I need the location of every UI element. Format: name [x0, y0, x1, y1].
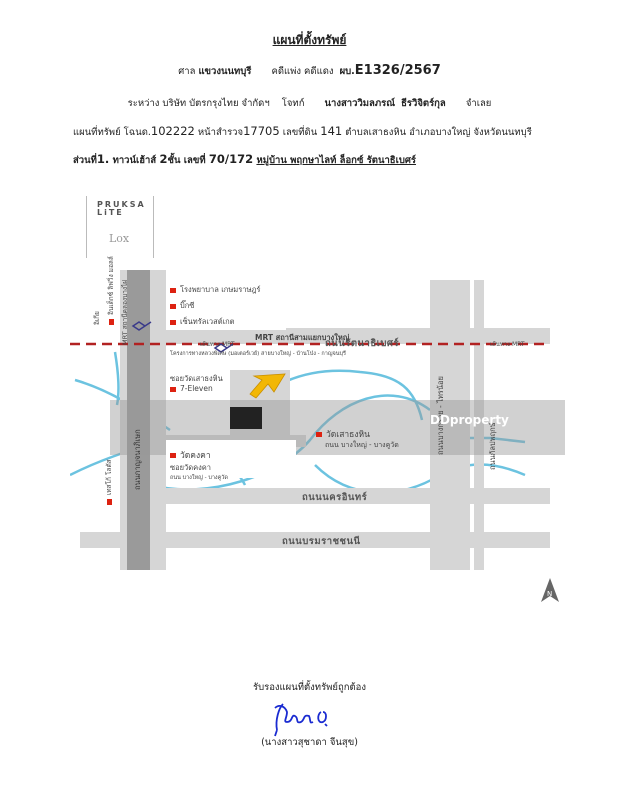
- house-number: 70/172: [208, 152, 254, 166]
- signer-name: (นางสาวสุชาดา จีนสุข): [261, 737, 358, 748]
- court-line: [0, 63, 619, 79]
- watermark: DDproperty: [430, 413, 509, 427]
- page-title: แผนที่ตั้งทรัพย์: [272, 33, 347, 47]
- label-lotus: เทสโก้ โลตัส: [104, 459, 114, 505]
- deed-number: 102222: [150, 124, 195, 138]
- label-wat-khongkha: วัดคงคา: [170, 448, 211, 462]
- label-mrt-route-1: เส้นทาง MRT: [200, 341, 235, 348]
- part-number: 1.: [96, 152, 110, 166]
- defendant-label: จำเลย: [465, 98, 492, 109]
- svg-text:N: N: [547, 590, 553, 598]
- property-line: [73, 124, 532, 140]
- label-borommaratchachonnani: ถนนบรมราชชนนี: [282, 536, 361, 547]
- label-bangyai-bangkruai-small: ถนน บางใหญ่ - บางคูวัด: [170, 475, 228, 481]
- location-map: [70, 256, 590, 570]
- land-prefix: เลขที่ดิน: [282, 127, 318, 138]
- label-bangyai-bangkruai-road: ถนน บางใหญ่ - บางคูวัด: [325, 441, 399, 449]
- label-index-mall: อินเด็กซ์ ลิฟวิ่ง มอลล์: [106, 256, 116, 325]
- map-graphic: [70, 270, 590, 570]
- project-logo: [86, 196, 154, 258]
- project-name: หมู่บ้าน พฤกษาไลท์ ล็อกซ์ รัตนาธิเบศร์: [256, 155, 417, 166]
- label-seven-eleven: 7-Eleven: [170, 384, 213, 393]
- label-bangkruai-sainoi: ถนนบางกรวย - ไทรน้อย: [436, 376, 445, 455]
- logo-brand: PRUKSA LiTE: [97, 200, 146, 217]
- case-type: คดีแพ่ง คดีแดง: [271, 66, 334, 77]
- deed-prefix: แผนที่ทรัพย์ โฉนด.: [73, 127, 151, 138]
- part-label: ส่วนที่: [73, 155, 97, 166]
- parties-between: ระหว่าง บริษัท บัตรกรุงไทย จำกัดฯ: [127, 98, 270, 109]
- label-nakhon-in: ถนนนครอินทร์: [302, 492, 368, 503]
- court-name: แขวงนนทบุรี: [198, 66, 252, 77]
- label-mrt-route-2: เส้นทาง MRT: [490, 341, 525, 348]
- project-marker: [230, 407, 262, 429]
- case-prefix: ผบ.: [339, 66, 355, 77]
- north-arrow-icon: [540, 577, 560, 603]
- parties-line: [0, 96, 619, 111]
- label-soi-wat-saothonghin: ซอยวัดเสาธงหิน: [170, 374, 223, 383]
- label-kanchanaphisek: ถนนกาญจนาภิเษก: [133, 429, 142, 490]
- land-number: 141: [320, 124, 343, 138]
- floors: 2: [159, 152, 168, 166]
- label-soi-wat-khongkha: ซอยวัดคงคา: [170, 463, 211, 472]
- label-rattanathibet: ถนนรัตนาธิเบศร์: [325, 338, 400, 349]
- court-prefix: ศาล: [178, 66, 196, 77]
- label-kalapaphruek: ถนนกัลปพฤกษ์: [488, 422, 497, 470]
- survey-number: 17705: [243, 124, 280, 138]
- survey-prefix: หน้าสำรวจ: [197, 127, 244, 138]
- label-mrt-station-vertical: MRT สถานีคลองบางไผ่: [121, 279, 129, 345]
- label-ikea: อิเกีย: [93, 311, 101, 325]
- part-line: [73, 152, 416, 168]
- floors-suffix: ชั้น เลขที่: [167, 155, 206, 166]
- case-number: E1326/2567: [354, 63, 441, 78]
- label-central: เซ็นทรัลเวสต์เกต: [170, 316, 235, 328]
- label-bigc: บิ๊กซี: [170, 300, 194, 312]
- label-hospital: โรงพยาบาล เกษมราษฎร์: [170, 284, 260, 296]
- label-wat-saothonghin: วัดเสาธงหิน: [316, 427, 370, 441]
- signature-mark: [265, 700, 345, 738]
- defendant-name: นางสาววิมลภรณ์: [324, 98, 396, 109]
- property-type: ทาวน์เฮ้าส์: [112, 155, 157, 166]
- property-location: ตำบลเสาธงหิน อำเภอบางใหญ่ จังหวัดนนทบุรี: [345, 127, 532, 138]
- label-motorway-note: โครงการทางหลวงพิเศษ (มอเตอร์เวย์) สายบางใหญ่ - บ้านโป่ง - กาญจนบุรี: [170, 351, 346, 357]
- defendant-surname: ธีรวิจิตร์กุล: [401, 98, 446, 109]
- label-mrt-station: MRT สถานีสามแยกบางใหญ่: [255, 333, 350, 342]
- logo-lox: Lox: [109, 232, 130, 245]
- plaintiff-label: โจทก์: [281, 98, 305, 109]
- certify-text: รับรองแผนที่ตั้งทรัพย์ถูกต้อง: [252, 682, 367, 693]
